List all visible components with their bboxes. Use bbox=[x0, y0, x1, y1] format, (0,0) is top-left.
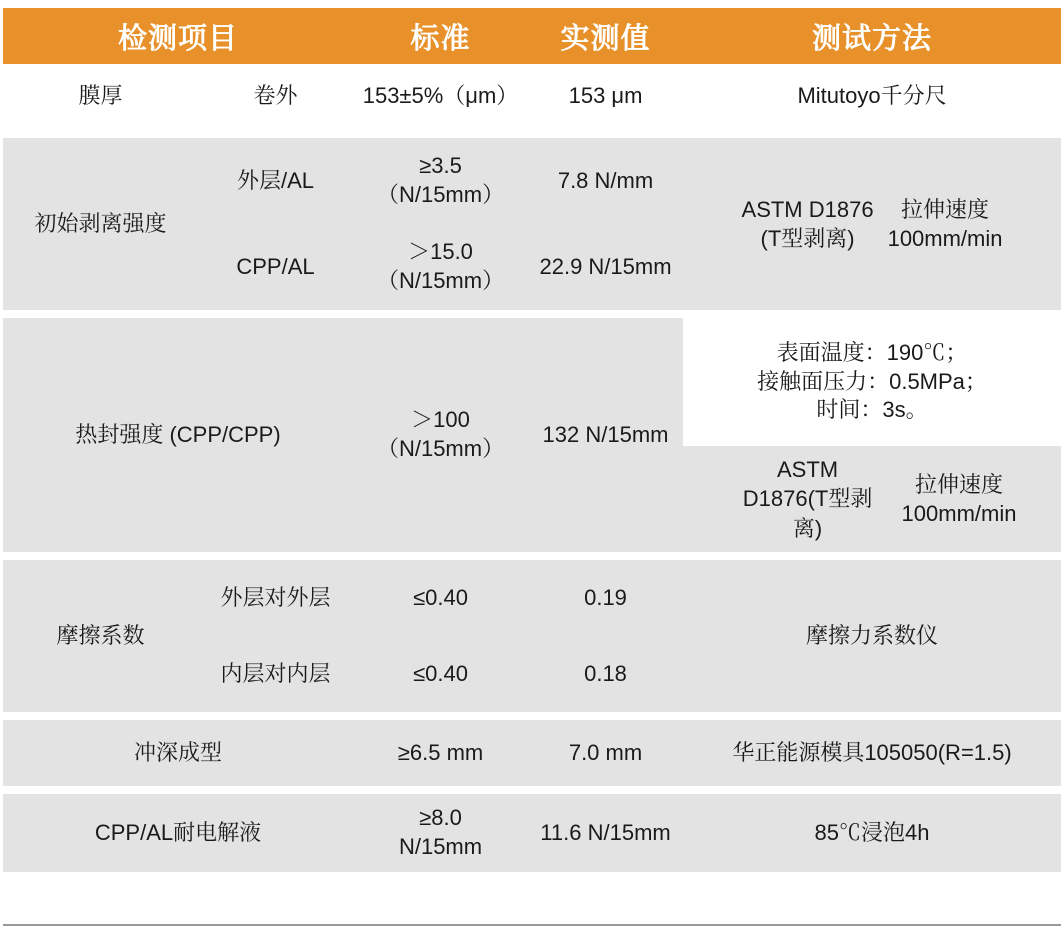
method-speed-label: 拉伸速度 bbox=[915, 471, 1004, 497]
table-body bbox=[3, 64, 1061, 872]
specification-table bbox=[3, 8, 1061, 872]
row-sub-outer-outer: 外层对外层 bbox=[198, 560, 353, 636]
row-measured-outer-al: 7.8 N/mm bbox=[528, 138, 683, 224]
table-row bbox=[3, 794, 1061, 872]
row-sub-cpp-al: CPP/AL bbox=[198, 224, 353, 310]
row-method-forming-depth: 华正能源模具105050(R=1.5) bbox=[683, 720, 1061, 786]
table-row bbox=[3, 720, 1061, 786]
method-cond-pressure: 接触面压力：0.5MPa； bbox=[757, 368, 987, 394]
method-speed-value: 100mm/min bbox=[887, 226, 1003, 251]
standard-value-line1: ＞15.0 bbox=[408, 239, 473, 265]
row-standard-outer-outer: ≤0.40 bbox=[353, 560, 528, 636]
row-measured-inner-inner: 0.18 bbox=[528, 636, 683, 712]
standard-value-line2: （N/15mm） bbox=[376, 268, 505, 293]
row-name-thickness: 膜厚 bbox=[3, 64, 198, 128]
divider-cell bbox=[3, 310, 1061, 318]
divider-cell bbox=[3, 786, 1061, 794]
row-standard-outer-al bbox=[353, 138, 528, 224]
standard-value-line1: ≥3.5 bbox=[419, 153, 462, 179]
standard-value-line2: （N/15mm） bbox=[376, 182, 505, 207]
row-standard-heat-seal bbox=[353, 318, 528, 552]
method-standard-block bbox=[728, 455, 888, 542]
method-cond-temperature: 表面温度：190℃； bbox=[776, 340, 968, 366]
row-measured-outer-outer: 0.19 bbox=[528, 560, 683, 636]
row-measured-thickness: 153 μm bbox=[528, 64, 683, 128]
row-name-friction: 摩擦系数 bbox=[3, 560, 198, 712]
header-measured: 实测值 bbox=[528, 8, 683, 64]
row-divider bbox=[3, 786, 1061, 794]
method-line2: D1876(T型剥 bbox=[742, 486, 873, 512]
standard-value-line2: N/15mm bbox=[398, 834, 483, 859]
row-method-heat-seal-standard bbox=[683, 446, 1061, 552]
row-name-electrolyte: CPP/AL耐电解液 bbox=[3, 794, 353, 872]
table-header-row bbox=[3, 8, 1061, 64]
divider-cell bbox=[3, 552, 1061, 560]
header-method: 测试方法 bbox=[683, 8, 1061, 64]
method-standard-block bbox=[742, 195, 874, 253]
method-speed-block bbox=[902, 470, 1017, 528]
method-line1: ASTM D1876 bbox=[741, 196, 874, 222]
row-name-forming-depth: 冲深成型 bbox=[3, 720, 353, 786]
method-content bbox=[683, 447, 1061, 550]
row-standard-cpp-al bbox=[353, 224, 528, 310]
row-method-heat-seal-conditions bbox=[683, 318, 1061, 446]
row-method-electrolyte: 85℃浸泡4h bbox=[683, 794, 1061, 872]
standard-value-line1: ≥8.0 bbox=[419, 805, 462, 831]
row-standard-forming-depth: ≥6.5 mm bbox=[353, 720, 528, 786]
row-sub-inner-inner: 内层对内层 bbox=[198, 636, 353, 712]
row-measured-cpp-al: 22.9 N/15mm bbox=[528, 224, 683, 310]
row-sub-outer-al: 外层/AL bbox=[198, 138, 353, 224]
table-row bbox=[3, 318, 1061, 446]
row-method-friction: 摩擦力系数仪 bbox=[683, 560, 1061, 712]
row-divider bbox=[3, 712, 1061, 720]
divider-cell bbox=[3, 128, 1061, 138]
method-speed-value: 100mm/min bbox=[901, 501, 1017, 526]
row-name-initial-peel: 初始剥离强度 bbox=[3, 138, 198, 310]
row-divider bbox=[3, 128, 1061, 138]
row-measured-electrolyte: 11.6 N/15mm bbox=[528, 794, 683, 872]
row-sub-thickness: 卷外 bbox=[198, 64, 353, 128]
standard-value-line1: ＞100 bbox=[411, 407, 470, 433]
table-row bbox=[3, 560, 1061, 636]
row-method-thickness: Mitutoyo千分尺 bbox=[683, 64, 1061, 128]
method-line1: ASTM bbox=[776, 457, 839, 483]
header-standard: 标准 bbox=[353, 8, 528, 64]
table-row bbox=[3, 64, 1061, 128]
row-standard-thickness: 153±5%（μm） bbox=[353, 64, 528, 128]
top-spacer bbox=[0, 0, 1064, 8]
bottom-rule bbox=[3, 924, 1061, 926]
standard-value-line2: （N/15mm） bbox=[376, 436, 505, 461]
row-divider bbox=[3, 552, 1061, 560]
row-divider bbox=[3, 310, 1061, 318]
row-name-heat-seal: 热封强度 (CPP/CPP) bbox=[3, 318, 353, 552]
method-cond-time: 时间：3s。 bbox=[816, 397, 928, 423]
row-measured-forming-depth: 7.0 mm bbox=[528, 720, 683, 786]
method-speed-label: 拉伸速度 bbox=[901, 196, 990, 222]
method-speed-block bbox=[888, 195, 1003, 253]
row-method-initial-peel bbox=[683, 138, 1061, 310]
divider-cell bbox=[3, 712, 1061, 720]
header-test-item: 检测项目 bbox=[3, 8, 353, 64]
row-standard-inner-inner: ≤0.40 bbox=[353, 636, 528, 712]
method-line2: (T型剥离) bbox=[760, 226, 855, 251]
method-line3: 离) bbox=[792, 515, 823, 541]
row-standard-electrolyte bbox=[353, 794, 528, 872]
row-measured-heat-seal: 132 N/15mm bbox=[528, 318, 683, 552]
method-content bbox=[683, 187, 1061, 261]
table-row bbox=[3, 138, 1061, 224]
